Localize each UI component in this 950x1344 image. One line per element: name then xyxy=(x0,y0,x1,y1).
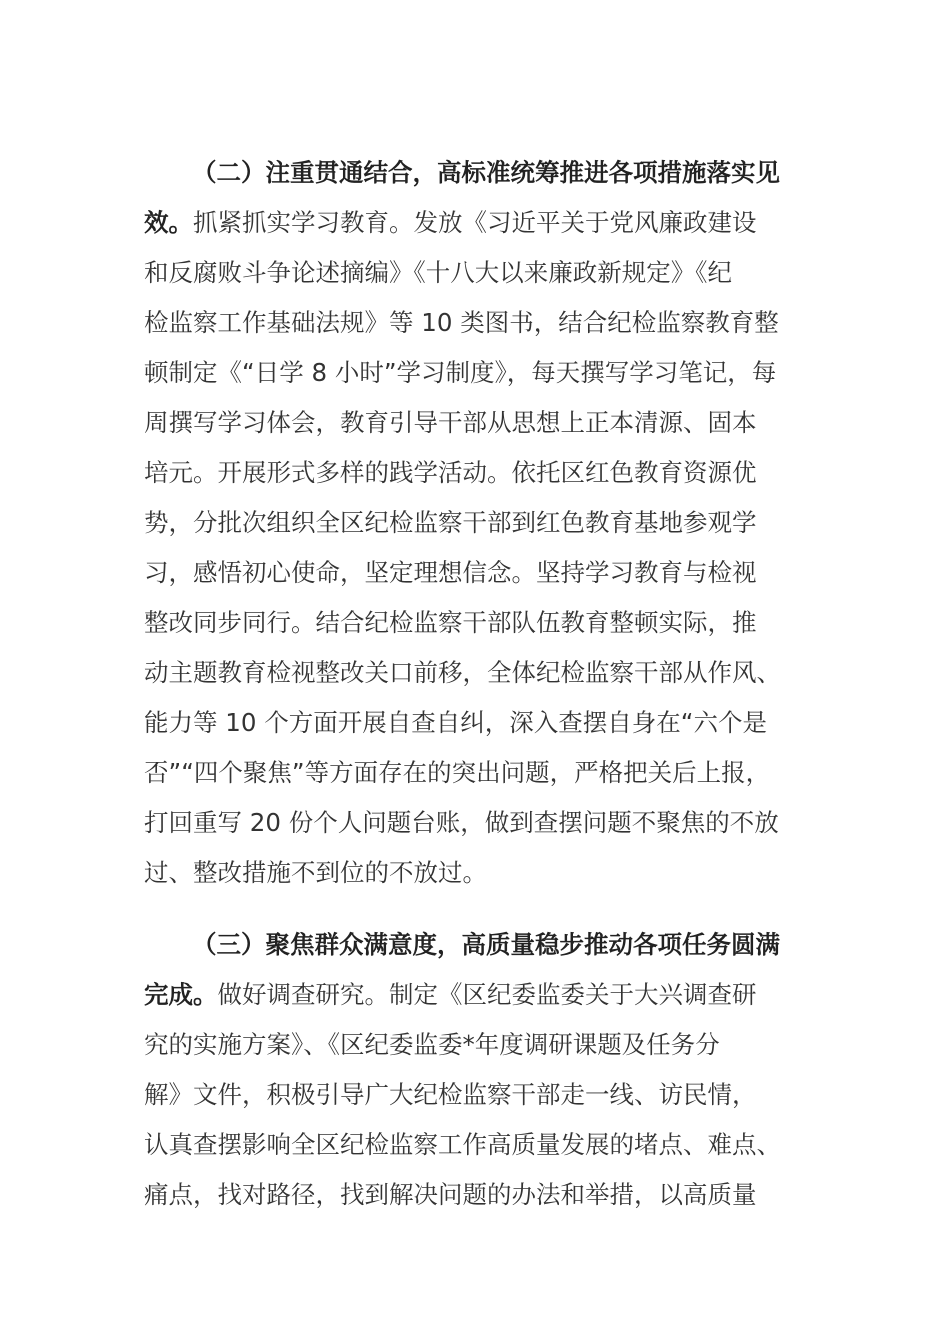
section-2-heading-line-1 xyxy=(144,148,808,198)
paragraph-line: 认真查摆影响全区纪检监察工作高质量发展的堵点、难点、 xyxy=(144,1130,781,1159)
paragraph-line: 过、整改措施不到位的不放过。 xyxy=(144,858,487,887)
paragraph-line: 习，感悟初心使命，坚定理想信念。坚持学习教育与检视 xyxy=(144,558,757,587)
paragraph-line: 势，分批次组织全区纪检监察干部到红色教育基地参观学 xyxy=(144,508,757,537)
paragraph-line: 否”“四个聚焦”等方面存在的突出问题，严格把关后上报， xyxy=(144,758,771,787)
section-3-heading-part-2: 完成。 xyxy=(144,980,218,1009)
paragraph-line: 动主题教育检视整改关口前移，全体纪检监察干部从作风、 xyxy=(144,658,781,687)
paragraph-line: 和反腐败斗争论述摘编》《十八大以来廉政新规定》《纪 xyxy=(144,258,732,287)
section-2-line-1 xyxy=(144,198,808,248)
paragraph-line: 解》文件，积极引导广大纪检监察干部走一线、访民情， xyxy=(144,1080,757,1109)
section-2 xyxy=(144,148,808,898)
section-2-text: 抓紧抓实学习教育。发放《习近平关于党风廉政建设 xyxy=(193,208,757,237)
section-3 xyxy=(144,920,808,1220)
paragraph-line: 周撰写学习体会，教育引导干部从思想上正本清源、固本 xyxy=(144,408,757,437)
section-3-line-1 xyxy=(144,970,808,1020)
section-2-heading-part-1: （二）注重贯通结合，高标准统筹推进各项措施落实见 xyxy=(192,158,780,187)
paragraph-line: 整改同步同行。结合纪检监察干部队伍教育整顿实际，推 xyxy=(144,608,757,637)
paragraph-line: 能力等 10 个方面开展自查自纠，深入查摆自身在“六个是 xyxy=(144,708,767,737)
section-3-heading-part-1: （三）聚焦群众满意度，高质量稳步推动各项任务圆满 xyxy=(192,930,780,959)
document-body xyxy=(144,148,808,1220)
paragraph-line: 究的实施方案》、《区纪委监委*年度调研课题及任务分 xyxy=(144,1030,720,1059)
paragraph-line: 打回重写 20 份个人问题台账，做到查摆问题不聚焦的不放 xyxy=(144,808,779,837)
paragraph-line: 痛点，找对路径，找到解决问题的办法和举措，以高质量 xyxy=(144,1180,757,1209)
section-3-heading-line-1 xyxy=(144,920,808,970)
paragraph-line: 顿制定《“日学 8 小时”学习制度》，每天撰写学习笔记，每 xyxy=(144,358,777,387)
paragraph-line: 培元。开展形式多样的践学活动。依托区红色教育资源优 xyxy=(144,458,757,487)
paragraph-gap xyxy=(144,898,808,920)
paragraph-line: 检监察工作基础法规》等 10 类图书，结合纪检监察教育整 xyxy=(144,308,779,337)
section-3-text: 做好调查研究。制定《区纪委监委关于大兴调查研 xyxy=(217,980,757,1009)
section-2-heading-part-2: 效。 xyxy=(144,208,193,237)
